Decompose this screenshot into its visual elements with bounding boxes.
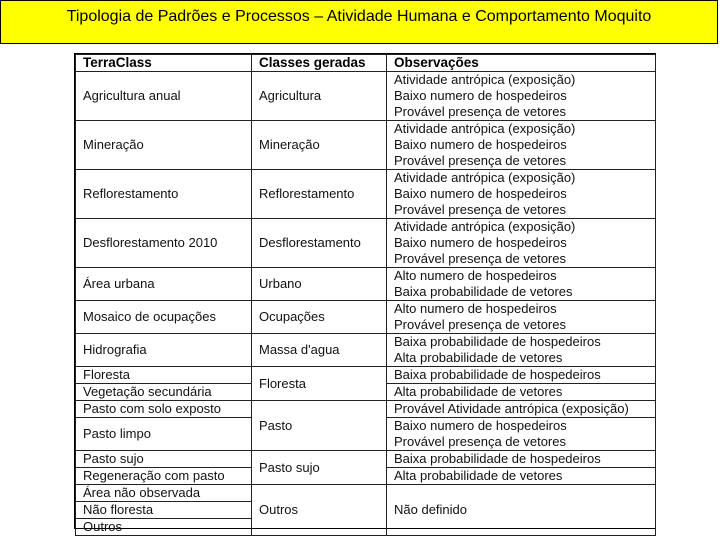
obs-cell: Alta probabilidade de vetores	[387, 468, 656, 485]
table-row	[76, 334, 656, 367]
obs-line: Baixa probabilidade de hospedeiros	[394, 334, 601, 349]
terraclass-cell: Área não observada	[76, 485, 252, 502]
obs-line: Provável presença de vetores	[394, 202, 566, 217]
obs-cell: Baixa probabilidade de hospedeiros	[387, 451, 656, 468]
terraclass-cell: Hidrografia	[76, 334, 252, 367]
obs-line: Baixa probabilidade de vetores	[394, 284, 573, 299]
table-row	[76, 485, 656, 502]
table-row	[76, 219, 656, 268]
table-row	[76, 170, 656, 219]
obs-line: Baixo numero de hospedeiros	[394, 88, 567, 103]
classe-cell: Mineração	[252, 121, 387, 170]
obs-line: Alto numero de hospedeiros	[394, 301, 557, 316]
terraclass-cell: Floresta	[76, 367, 252, 384]
obs-cell	[387, 268, 656, 301]
obs-line: Baixo numero de hospedeiros	[394, 186, 567, 201]
table-row	[76, 301, 656, 334]
obs-cell: Não definido	[387, 485, 656, 536]
terraclass-cell: Pasto com solo exposto	[76, 401, 252, 418]
header-observacoes: Observações	[387, 55, 656, 72]
obs-line: Provável presença de vetores	[394, 434, 566, 449]
classe-cell: Pasto sujo	[252, 451, 387, 485]
obs-line: Atividade antrópica (exposição)	[394, 121, 576, 136]
classe-cell: Ocupações	[252, 301, 387, 334]
header-classes-geradas: Classes geradas	[252, 55, 387, 72]
obs-line: Provável presença de vetores	[394, 153, 566, 168]
terraclass-cell: Regeneração com pasto	[76, 468, 252, 485]
title-bar	[0, 0, 718, 44]
obs-line: Baixo numero de hospedeiros	[394, 137, 567, 152]
terraclass-cell: Reflorestamento	[76, 170, 252, 219]
table-row	[76, 268, 656, 301]
obs-line: Baixo numero de hospedeiros	[394, 235, 567, 250]
header-terraclass: TerraClass	[76, 55, 252, 72]
obs-line: Atividade antrópica (exposição)	[394, 219, 576, 234]
terraclass-cell: Agricultura anual	[76, 72, 252, 121]
table-row	[76, 367, 656, 384]
table-row	[76, 72, 656, 121]
obs-cell	[387, 170, 656, 219]
table	[75, 54, 656, 536]
terraclass-cell: Desflorestamento 2010	[76, 219, 252, 268]
classe-cell: Massa d'agua	[252, 334, 387, 367]
classification-table	[74, 53, 656, 534]
terraclass-cell: Vegetação secundária	[76, 384, 252, 401]
terraclass-cell: Área urbana	[76, 268, 252, 301]
obs-cell	[387, 121, 656, 170]
classe-cell: Reflorestamento	[252, 170, 387, 219]
obs-line: Provável presença de vetores	[394, 317, 566, 332]
obs-line: Provável presença de vetores	[394, 104, 566, 119]
table-row	[76, 121, 656, 170]
obs-cell	[387, 72, 656, 121]
table-header-row	[76, 55, 656, 72]
obs-line: Provável presença de vetores	[394, 251, 566, 266]
obs-cell: Provável Atividade antrópica (exposição)	[387, 401, 656, 418]
terraclass-cell: Pasto sujo	[76, 451, 252, 468]
obs-cell: Alta probabilidade de vetores	[387, 384, 656, 401]
table-row	[76, 451, 656, 468]
page-title: Tipologia de Padrões e Processos – Atividade Humana e Comportamento Moquito	[66, 8, 652, 25]
terraclass-cell: Não floresta	[76, 502, 252, 519]
obs-cell	[387, 219, 656, 268]
obs-line: Alta probabilidade de vetores	[394, 350, 563, 365]
terraclass-cell: Mineração	[76, 121, 252, 170]
terraclass-cell: Mosaico de ocupações	[76, 301, 252, 334]
obs-line: Atividade antrópica (exposição)	[394, 72, 576, 87]
obs-cell	[387, 334, 656, 367]
classe-cell: Outros	[252, 485, 387, 536]
obs-line: Alto numero de hospedeiros	[394, 268, 557, 283]
obs-line: Atividade antrópica (exposição)	[394, 170, 576, 185]
obs-cell	[387, 418, 656, 451]
classe-cell: Pasto	[252, 401, 387, 451]
classe-cell: Desflorestamento	[252, 219, 387, 268]
terraclass-cell: Pasto limpo	[76, 418, 252, 451]
classe-cell: Urbano	[252, 268, 387, 301]
table-row	[76, 401, 656, 418]
classe-cell: Floresta	[252, 367, 387, 401]
obs-cell: Baixa probabilidade de hospedeiros	[387, 367, 656, 384]
obs-line: Baixo numero de hospedeiros	[394, 418, 567, 433]
classe-cell: Agricultura	[252, 72, 387, 121]
terraclass-cell: Outros	[76, 519, 252, 536]
obs-cell	[387, 301, 656, 334]
